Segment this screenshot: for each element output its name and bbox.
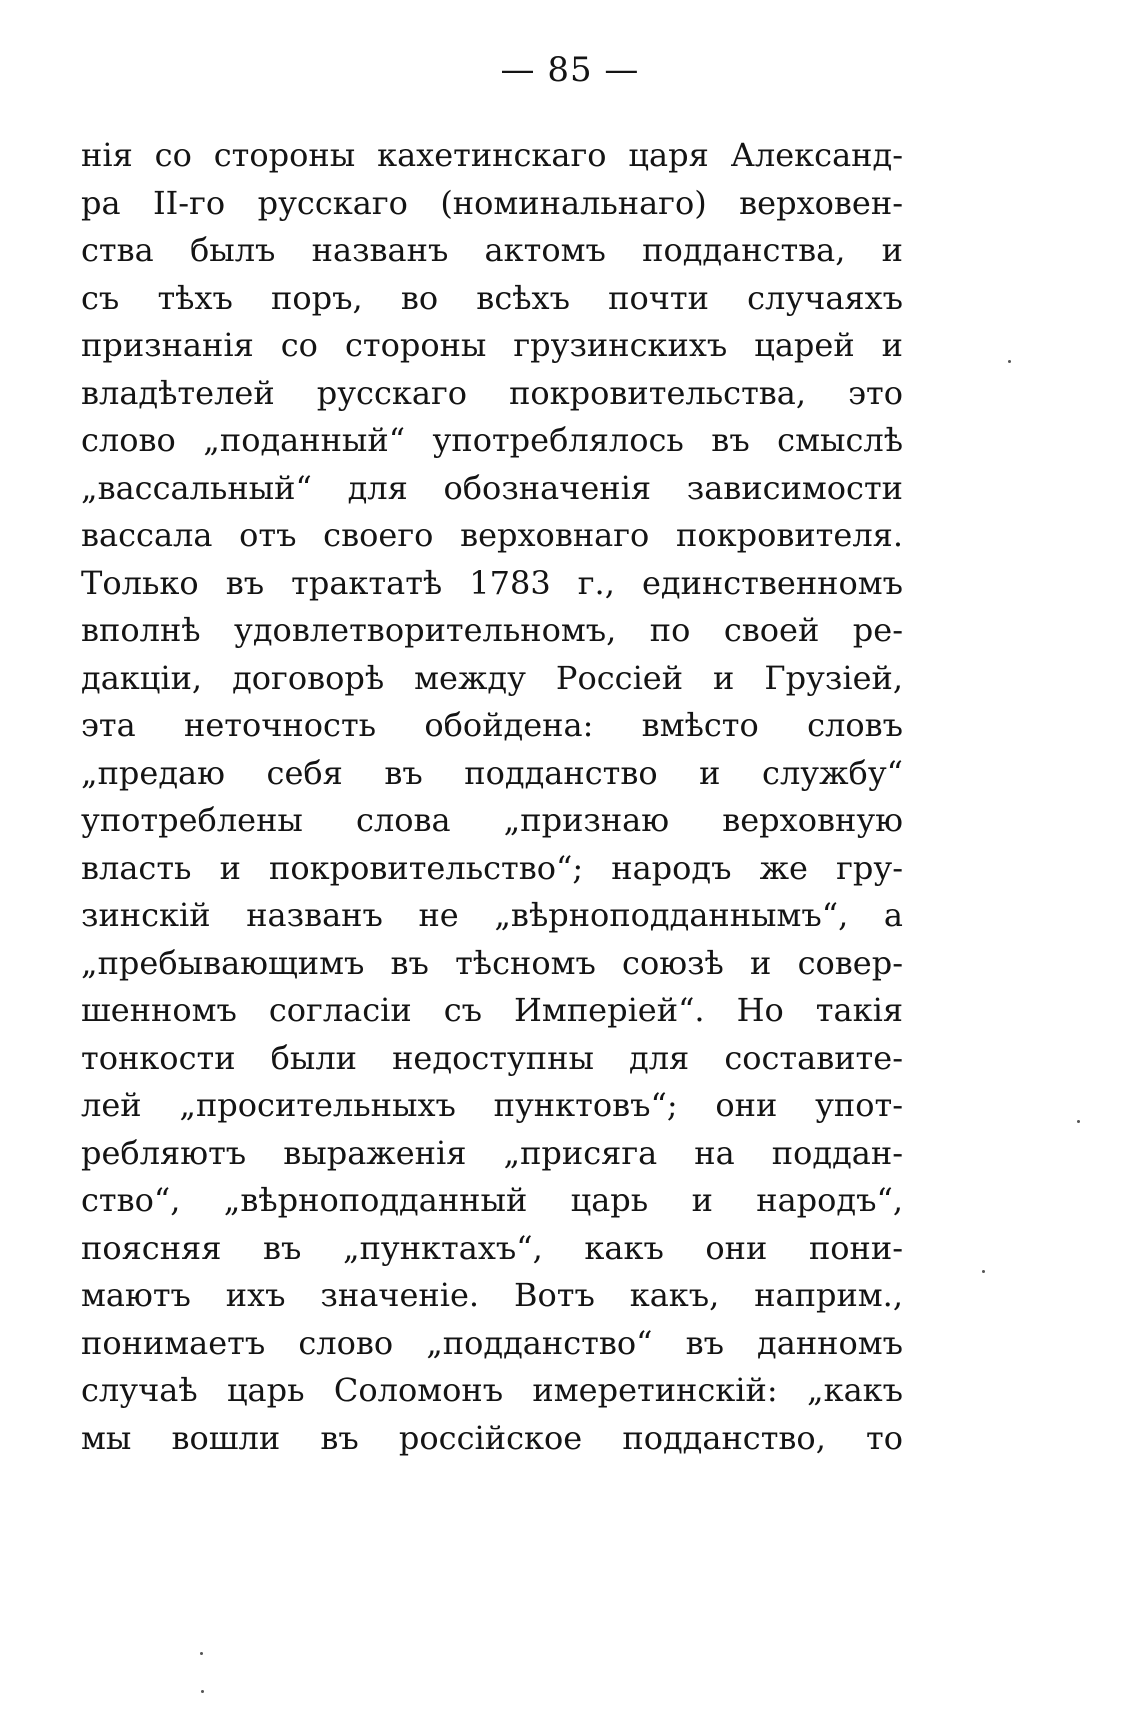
text-line: зинскій названъ не „вѣрноподданнымъ“, а (81, 896, 903, 934)
text-line: владѣтелей русскаго покровительства, это (81, 373, 903, 412)
text-line: употреблены слова „признаю верховную (81, 801, 903, 839)
text-line: вассала отъ своего верховнаго покровителя. (81, 516, 903, 554)
text-line: дакціи, договорѣ между Россіей и Грузіей, (81, 658, 903, 697)
scan-speck (982, 1270, 985, 1273)
text-line: эта неточность обойдена: вмѣсто словъ (81, 706, 903, 744)
text-line: ства былъ названъ актомъ подданства, и (81, 231, 903, 269)
text-line: власть и покровительство“; народъ же гру- (81, 848, 903, 887)
page-number: — 85 — (500, 50, 640, 90)
text-line: „предаю себя въ подданство и службу“ (81, 753, 903, 792)
text-line: шенномъ согласіи съ Имперіей“. Но такія (81, 991, 903, 1029)
text-line: ство“, „вѣрноподданный царь и народъ“, (81, 1181, 903, 1219)
text-line: нія со стороны кахетинскаго царя Александ- (81, 136, 903, 174)
scan-speck (200, 1652, 203, 1655)
text-line: мы вошли въ россійское подданство, то (81, 1418, 903, 1457)
text-line: признанія со стороны грузинскихъ царей и (81, 326, 903, 364)
body-text (81, 132, 903, 1462)
text-line: „вассальный“ для обозначенія зависимости (81, 468, 903, 507)
text-line: маютъ ихъ значеніе. Вотъ какъ, наприм., (81, 1276, 903, 1314)
text-line: понимаетъ слово „подданство“ въ данномъ (81, 1323, 903, 1362)
text-line: „пребывающимъ въ тѣсномъ союзѣ и совер- (81, 943, 903, 982)
text-line: Только въ трактатѣ 1783 г., единственномъ (81, 563, 903, 602)
text-line: поясняя въ „пунктахъ“, какъ они пони- (81, 1228, 903, 1267)
scan-speck (201, 1690, 204, 1693)
scan-speck (1008, 360, 1011, 363)
text-line: тонкости были недоступны для составите- (81, 1038, 903, 1077)
text-line: ра II-го русскаго (номинальнаго) верховен- (81, 183, 903, 222)
text-line: ребляютъ выраженія „присяга на поддан- (81, 1133, 903, 1172)
scan-speck (1077, 1120, 1080, 1123)
text-line: лей „просительныхъ пунктовъ“; они упот- (81, 1086, 903, 1124)
text-line: слово „поданный“ употреблялось въ смыслѣ (81, 421, 903, 459)
text-line: вполнѣ удовлетворительномъ, по своей ре- (81, 611, 903, 649)
text-line: съ тѣхъ поръ, во всѣхъ почти случаяхъ (81, 278, 903, 317)
text-line: случаѣ царь Соломонъ имеретинскій: „какъ (81, 1371, 903, 1409)
